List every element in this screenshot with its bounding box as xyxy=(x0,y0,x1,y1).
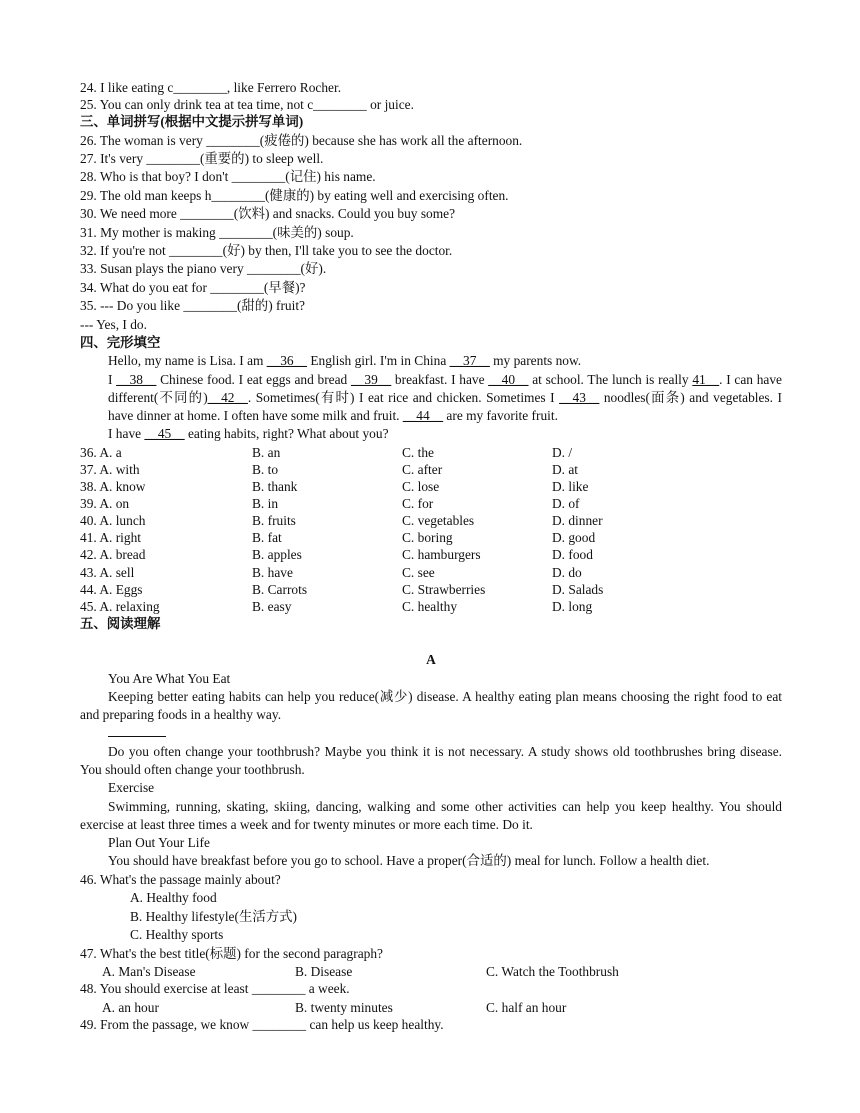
blank-45: __45__ xyxy=(144,426,185,442)
option-47b: B. Disease xyxy=(295,963,353,979)
cloze-paragraph-3 xyxy=(80,425,782,443)
option-46a: A. Healthy food xyxy=(130,890,217,906)
question-48: 48. You should exercise at least ________ a week. xyxy=(80,981,350,997)
answer-35: --- Yes, I do. xyxy=(80,316,147,332)
cloze-text: . I can have different(不同的) xyxy=(108,371,782,406)
question-32: 32. If you're not ________(好) by then, I'll take you to see the doctor. xyxy=(80,243,453,259)
subheading-plan: Plan Out Your Life xyxy=(108,835,210,851)
option-cell: B. fruits xyxy=(252,513,296,529)
question-31: 31. My mother is making ________(味美的) soup. xyxy=(80,224,354,240)
question-24: 24. I like eating c________, like Ferrero Rocher. xyxy=(80,80,342,95)
option-row xyxy=(80,546,782,563)
option-cell: 41. A. right xyxy=(80,530,142,546)
question-34: 34. What do you eat for ________(早餐)? xyxy=(80,279,306,295)
option-cell: B. in xyxy=(252,496,279,512)
option-cell: C. healthy xyxy=(402,598,458,614)
option-row xyxy=(80,529,782,546)
option-cell: D. Salads xyxy=(552,581,604,597)
blank-40: __40__ xyxy=(488,371,529,387)
question-47: 47. What's the best title(标题) for the second paragraph? xyxy=(80,945,383,961)
blank-36: __36__ xyxy=(266,353,307,369)
section-heading-cloze: 四、完形填空 xyxy=(80,335,161,351)
blank-42: __42__ xyxy=(207,390,248,406)
passage-title: You Are What You Eat xyxy=(108,670,231,686)
options-48 xyxy=(80,999,782,1016)
options-47 xyxy=(80,963,782,980)
option-47a: A. Man's Disease xyxy=(102,963,196,979)
cloze-text: noodles(面条) and vegetables. I have dinner at home. I often have some milk and fruit. xyxy=(108,390,782,424)
passage-paragraph-4: You should have breakfast before you go to school. Have a proper(合适的) meal for lunch. Follow a health diet. xyxy=(108,853,710,869)
cloze-text: Hello, my name is Lisa. I am xyxy=(108,353,267,369)
option-cell: 38. A. know xyxy=(80,479,146,495)
question-26: 26. The woman is very ________(疲倦的) because she has work all the afternoon. xyxy=(80,132,523,148)
subheading-exercise: Exercise xyxy=(108,780,155,796)
option-row xyxy=(80,512,782,529)
option-cell: C. the xyxy=(402,444,434,460)
question-46: 46. What's the passage mainly about? xyxy=(80,871,281,887)
blank-37: __37__ xyxy=(449,353,490,369)
option-cell: 44. A. Eggs xyxy=(80,581,143,597)
option-cell: D. dinner xyxy=(552,513,603,529)
option-row xyxy=(80,598,782,615)
option-cell: 37. A. with xyxy=(80,461,140,477)
option-row xyxy=(80,581,782,598)
blank-43: __43__ xyxy=(559,390,600,406)
option-47c: C. Watch the Toothbrush xyxy=(486,963,619,979)
cloze-text: at school. The lunch is really xyxy=(528,371,693,387)
question-33: 33. Susan plays the piano very ________(好). xyxy=(80,261,327,277)
option-cell: D. / xyxy=(552,444,573,460)
option-48a: A. an hour xyxy=(102,999,159,1015)
option-cell: D. of xyxy=(552,496,580,512)
option-cell: B. thank xyxy=(252,479,298,495)
option-cell: D. long xyxy=(552,598,593,614)
option-row xyxy=(80,461,782,478)
question-28: 28. Who is that boy? I don't ________(记住) his name. xyxy=(80,169,376,185)
option-cell: B. to xyxy=(252,461,279,477)
cloze-paragraph-1 xyxy=(80,352,782,370)
option-cell: C. for xyxy=(402,496,434,512)
cloze-paragraph-2 xyxy=(80,371,782,426)
question-49: 49. From the passage, we know ________ can help us keep healthy. xyxy=(80,1016,444,1032)
option-cell: D. food xyxy=(552,547,593,563)
option-cell: C. vegetables xyxy=(402,513,475,529)
option-cell: 39. A. on xyxy=(80,496,130,512)
option-cell: 45. A. relaxing xyxy=(80,598,160,614)
option-cell: B. Carrots xyxy=(252,581,308,597)
blank-41: 41__ xyxy=(692,371,720,387)
option-cell: D. like xyxy=(552,479,589,495)
cloze-text: . Sometimes(有时) I eat rice and chicken. Sometimes I xyxy=(247,390,560,406)
question-30: 30. We need more ________(饮料) and snacks. Could you buy some? xyxy=(80,206,456,222)
option-row xyxy=(80,564,782,581)
option-cell: C. Strawberries xyxy=(402,581,486,597)
question-25: 25. You can only drink tea at tea time, not c________ or juice. xyxy=(80,97,414,113)
option-cell: 42. A. bread xyxy=(80,547,146,563)
blank-39: __39__ xyxy=(351,371,392,387)
option-48c: C. half an hour xyxy=(486,999,567,1015)
cloze-text: I have xyxy=(108,426,145,442)
passage-paragraph-1: Keeping better eating habits can help you reduce(减少) disease. A healthy eating plan means choosing the right food to eat and preparing foods in a healthy way. xyxy=(80,689,782,723)
worksheet-page xyxy=(80,79,782,1034)
cloze-text: are my favorite fruit. xyxy=(443,408,558,424)
missing-title-blank xyxy=(80,724,782,742)
option-cell: 43. A. sell xyxy=(80,564,135,580)
passage-paragraph-2: Do you often change your toothbrush? Maybe you think it is not necessary. A study shows old toothbrushes bring disease. You should often change your toothbrush. xyxy=(80,743,782,778)
option-cell: B. fat xyxy=(252,530,282,546)
option-48b: B. twenty minutes xyxy=(295,999,393,1015)
option-cell: C. lose xyxy=(402,479,440,495)
blank-38: __38__ xyxy=(116,371,157,387)
blank-line xyxy=(108,724,166,737)
option-cell: C. see xyxy=(402,564,435,580)
option-cell: 36. A. a xyxy=(80,444,122,460)
cloze-text: eating habits, right? What about you? xyxy=(184,426,389,442)
option-cell: B. an xyxy=(252,444,281,460)
passage-paragraph-3: Swimming, running, skating, skiing, dancing, walking and some other activities can help you keep healthy. You should exercise at least three times a week and for twenty minutes or more each time. Do it. xyxy=(80,798,782,832)
cloze-text: I xyxy=(108,371,117,387)
option-cell: C. boring xyxy=(402,530,453,546)
blank-44: __44__ xyxy=(402,408,444,424)
option-46c: C. Healthy sports xyxy=(130,927,224,943)
cloze-text: English girl. I'm in China xyxy=(306,353,450,369)
option-row xyxy=(80,495,782,512)
question-29: 29. The old man keeps h________(健康的) by eating well and exercising often. xyxy=(80,187,509,203)
cloze-text: my parents now. xyxy=(489,353,582,369)
cloze-text: Chinese food. I eat eggs and bread xyxy=(156,371,351,387)
cloze-text: breakfast. I have xyxy=(391,371,489,387)
option-cell: B. apples xyxy=(252,547,302,563)
option-row xyxy=(80,444,782,461)
cloze-options-table xyxy=(80,444,782,615)
option-cell: C. hamburgers xyxy=(402,547,481,563)
passage-label: A xyxy=(426,652,436,668)
option-cell: D. do xyxy=(552,564,582,580)
option-cell: 40. A. lunch xyxy=(80,513,146,529)
option-cell: C. after xyxy=(402,461,443,477)
option-row xyxy=(80,478,782,495)
question-35: 35. --- Do you like ________(甜的) fruit? xyxy=(80,298,305,314)
option-cell: B. have xyxy=(252,564,293,580)
option-46b: B. Healthy lifestyle(生活方式) xyxy=(130,908,297,924)
section-heading-reading: 五、阅读理解 xyxy=(80,615,161,631)
question-27: 27. It's very ________(重要的) to sleep well. xyxy=(80,151,324,166)
option-cell: B. easy xyxy=(252,598,292,614)
option-cell: D. good xyxy=(552,530,596,546)
section-heading-spelling: 三、单词拼写(根据中文提示拼写单词) xyxy=(80,114,304,130)
option-cell: D. at xyxy=(552,461,579,477)
